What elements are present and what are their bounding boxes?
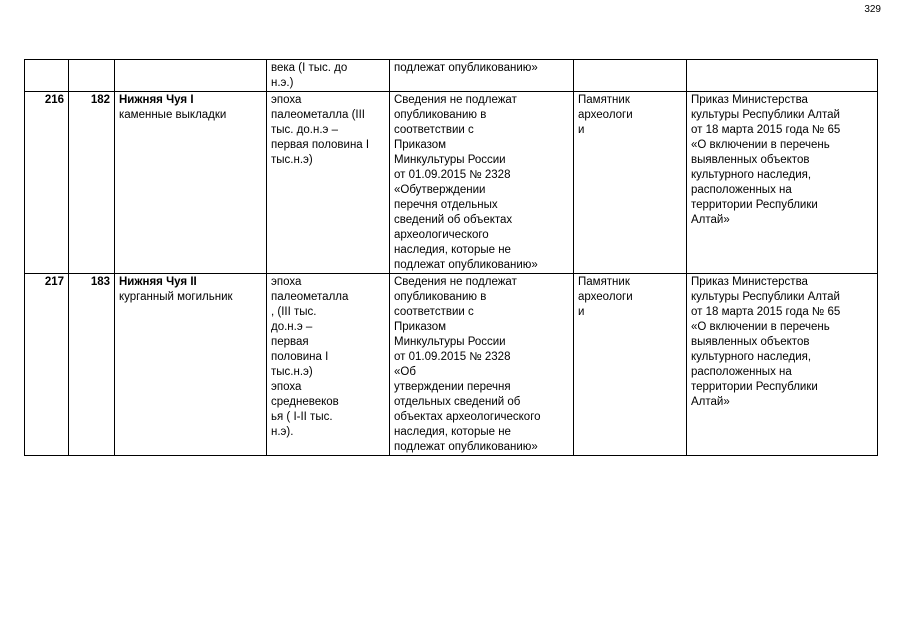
cell-document: Приказ Министерства культуры Республики Алтай от 18 марта 2015 года № 65 «О включении в перечень выявленных объектов культурного наследия, расположенных на территории Республики Алтай» <box>687 274 878 456</box>
cell-period: эпоха палеометалла , (III тыс. до.н.э – первая половина I тыс.н.э) эпоха средневеков ья ( I-II тыс. н.э). <box>267 274 390 456</box>
table-row <box>25 274 878 456</box>
cell-num: 216 <box>25 92 69 274</box>
cell-category <box>574 60 687 92</box>
site-type: курганный могильник <box>119 291 233 303</box>
cell-site <box>115 274 267 456</box>
cell-reg-num <box>69 60 115 92</box>
cell-info: подлежат опубликованию» <box>390 60 574 92</box>
site-name: Нижняя Чуя I <box>119 94 194 106</box>
cell-info: Сведения не подлежат опубликованию в соответствии с Приказом Минкультуры России от 01.09.2015 № 2328 «Об утверждении перечня отдельных сведений об объектах археологического наследия, которые не подлежат опубликованию» <box>390 274 574 456</box>
table-row <box>25 92 878 274</box>
cell-site <box>115 92 267 274</box>
cell-num: 217 <box>25 274 69 456</box>
site-name: Нижняя Чуя II <box>119 276 197 288</box>
site-type: каменные выкладки <box>119 109 227 121</box>
cell-num <box>25 60 69 92</box>
cell-category: Памятник археологи и <box>574 274 687 456</box>
cell-document: Приказ Министерства культуры Республики Алтай от 18 марта 2015 года № 65 «О включении в перечень выявленных объектов культурного наследия, расположенных на территории Республики Алтай» <box>687 92 878 274</box>
page-number: 329 <box>864 4 881 15</box>
cell-reg-num: 182 <box>69 92 115 274</box>
cell-reg-num: 183 <box>69 274 115 456</box>
cell-category: Памятник археологи и <box>574 92 687 274</box>
cell-period: эпоха палеометалла (III тыс. до.н.э – первая половина I тыс.н.э) <box>267 92 390 274</box>
heritage-registry-table <box>24 59 878 456</box>
cell-info: Сведения не подлежат опубликованию в соответствии с Приказом Минкультуры России от 01.09.2015 № 2328 «Обутверждении перечня отдельных сведений об объектах археологического наследия, которые не подлежат опубликованию» <box>390 92 574 274</box>
cell-document <box>687 60 878 92</box>
cell-site <box>115 60 267 92</box>
cell-period: века (I тыс. до н.э.) <box>267 60 390 92</box>
table-row-continuation <box>25 60 878 92</box>
